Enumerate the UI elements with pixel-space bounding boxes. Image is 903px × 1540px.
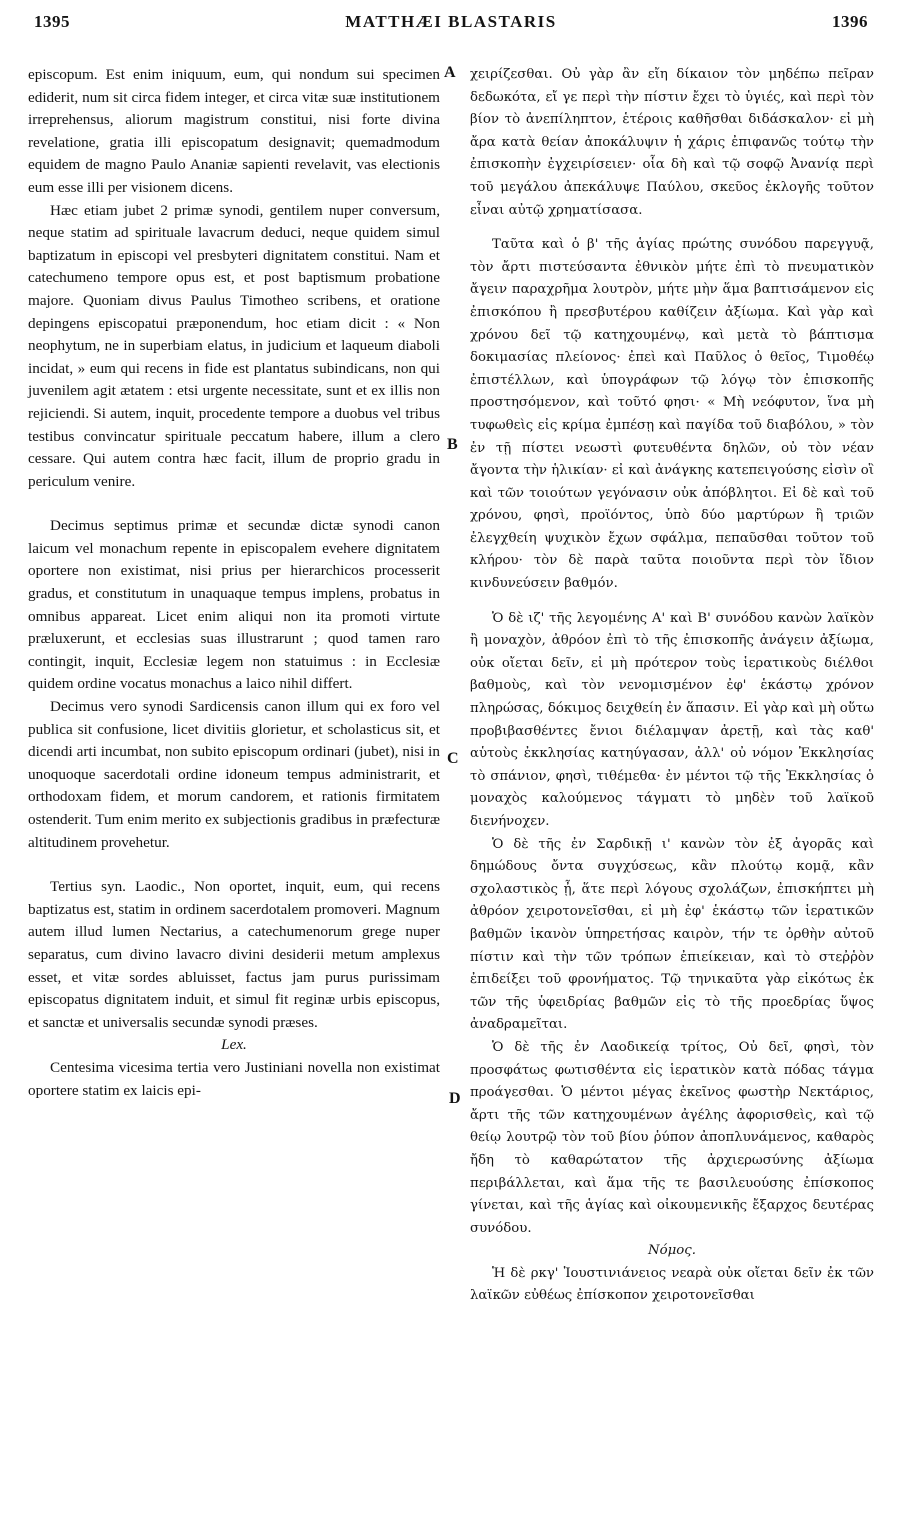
greek-paragraph-6: Ἡ δὲ ρκγ' Ἰουστινιάνειος νεαρὰ οὐκ οἴεται δεῖν ἐκ τῶν λαϊκῶν εὐθέως ἐπίσκοπον χειροτονεῖσθαι [470,1265,874,1304]
greek-heading-nomos: Νόμος. [648,1243,696,1259]
latin-paragraph-6: Centesima vicesima tertia vero Justiniani novella non existimat oportere statim ex laicis epi- [28,1058,440,1099]
margin-marker-d: D [449,1090,461,1107]
page-number-left: 1395 [34,12,70,31]
latin-paragraph-4: Decimus vero synodi Sardicensis canon illum qui ex foro vel publica sit confusione, licet divitiis glorietur, et scholasticus sit, et dicendi arti incumbat, non subito episcopum ordinari (jubet), nisi in unoquoque sacerdotali ordine idoneum tempus administrarit, et orthodoxam fidem, et morum candorem, et rationis firmitatem ostenderit. Tum enim merito ex subjectionis gradibus in præfecturæ altitudinem provehetur. [28,698,440,851]
greek-paragraph-3: Ὁ δὲ ιζ' τῆς λεγομένης Α' καὶ Β' συνόδου κανὼν λαϊκὸν ἢ μοναχὸν, ἀθρόον ἐπὶ τὸ τῆς ἐπισκοπῆς ἀνάγειν ἀξίωμα, οὐκ οἴεται δεῖν, εἰ μὴ πρότερον τοὺς ἱερατικοὺς διέλθοι βαθμοὺς, καὶ τὸν νενομισμένον ἐφ' ἑκάστῳ χρόνον πληρώσας, δόκιμος δειχθείη ἐν ἅπασιν. Εἰ γὰρ καὶ μὴ οὕτω προβιβασθέντες ἔνιοι διέλαμψαν ἀρετῇ, καὶ τὰς καθ' αὑτοὺς ἐκκλησίας κατηύγασαν, ἀλλ' οὐ νόμον Ἐκκλησίας τὸ σπάνιον, φησὶ, τιθέμεθα· ἐν μέντοι τῷ τῆς Ἐκκλησίας ὁ μοναχὸς καλούμενος τάγματι τὸ μηδὲν τοῦ λαϊκοῦ διενήνοχεν. [470,610,874,829]
latin-paragraph-2: Hæc etiam jubet 2 primæ synodi, gentilem nuper conversum, neque statim ad spirituale lavacrum deduci, neque quidem simul baptizatum in episcopi vel presbyteri dignitatem constitui. Nam et catechumeno tempore opus est, et post baptismum probatione majore. Quoniam divus Paulus Timotheo scribens, et oratione depingens episcopatui præponendum, hoc etiam dicit : « Non neophytum, ne in superbiam elatus, in judicium et laqueum diaboli incidat, » eum qui recens in fide est plantatus subindicans, non qui juvenilem agit ætatem : etsi urgente necessitate, sunt et ex illis non rejiciendi. Si autem, inquit, procedente tempore a duobus vel tribus testibus convincatur spirituale peccatum habere, illum a clero cessare. Qui autem contra hæc facit, illum de proprio gradu in periculum venire. [28,201,440,490]
greek-paragraph-4: Ὁ δὲ τῆς ἐν Σαρδικῇ ι' κανὼν τὸν ἐξ ἀγορᾶς καὶ δημώδους ὄντα συγχύσεως, κἂν πλούτῳ κομᾷ, κἂν σχολαστικὸς ᾖ, ἅτε περὶ λόγους σχολάζων, ἐπισκήπτει μὴ ἀθρόον χειροτονεῖσθαι, εἰ μὴ ἐφ' ἑκάστῳ τῶν ἱερατικῶν βαθμῶν ἱκανὸν ὑπηρετήσας καιρὸν, τήν τε ὀρθὴν αὐτοῦ πίστιν καὶ τὴν τῶν τρόπων ἐπιείκειαν, καὶ τὸ στεῤῥὸν ἐπιδείξει τοῦ φρονήματος. Τῷ τηνικαῦτα γὰρ εἰκότως ἐκ τῶν τῆς ὑφειδρίας βαθμῶν εἰς τὸ τῆς προεδρίας ὕψος ἀναδραμεῖται. [470,836,874,1033]
greek-paragraph-1: χειρίζεσθαι. Οὐ γὰρ ἂν εἴη δίκαιον τὸν μηδέπω πεῖραν δεδωκότα, εἴ γε περὶ τὴν πίστιν ἔχει τὸ ὑγιές, καὶ περὶ τὸν βίον τὸ ἀνεπίληπτον, ἑτέροις καθῆσθαι διδάσκαλον· εἰ μὴ ἄρα κατὰ θείαν ἀποκάλυψιν ἡ χάρις ἐπιφανῶς τούτῳ τὴν ἐπισκοπὴν ἐγχειρίσειεν· οἷα δὴ καὶ τῷ σοφῷ Ἀνανίᾳ περὶ τοῦ μεγάλου ἀπεκάλυψε Παύλου, σκεῦος ἐκλογῆς τοῦτον εἶναι αὐτῷ χρηματίσασα. [470,67,874,218]
latin-heading-lex: Lex. [221,1036,247,1054]
margin-marker-a: A [444,64,456,81]
margin-marker-c: C [447,750,459,767]
latin-paragraph-5: Tertius syn. Laodic., Non oportet, inquit, eum, qui recens baptizatus est, statim in ordinem sacerdotalem promoveri. Magnum autem illud lumen Nectarius, a catechumenorum grege nuper separatus, cum divino lavacro divini desiderii metum amplexus esset, et vitæ sordes abluisset, factus jam purus purissimam episcopatus dignitatem induit, et simul fit reginæ urbis episcopus, et sanctæ et universalis secundæ synodi præses. [28,878,440,1031]
running-title: MATTHÆI BLASTARIS [345,12,557,31]
latin-paragraph-3: Decimus septimus primæ et secundæ dictæ synodi canon laicum vel monachum repente in episcopalem evehere dignitatem oportere non existimat, nisi prius per hierarchicos processerit gradus, et constitutum in unaquaque tempus implens, probatus in omnibus appareat. Licet enim aliqui non ita promoti virtute præluxerunt, et ecclesias suas illustrarunt ; quod tamen raro contingit, inquit, Ecclesiæ legem non statuimus : in Ecclesiæ quidem ordine vocatus monachus a laico nihil differt. [28,517,440,693]
greek-paragraph-5: Ὁ δὲ τῆς ἐν Λαοδικείᾳ τρίτος, Οὐ δεῖ, φησὶ, τὸν προσφάτως φωτισθέντα εἰς ἱερατικὸν κατὰ πόδας τάγμα προάγεσθαι. Ὁ μέντοι μέγας ἐκεῖνος φωστὴρ Νεκτάριος, ἄρτι τῆς τῶν κατηχουμένων ἀγέλης ἀφορισθεὶς, καὶ τῷ θείῳ λουτρῷ τὸν τοῦ βίου ῥύπον ἀποπλυνάμενος, καθαρὸς ἤδη τὸ καθαρώτατον τῆς ἀρχιερωσύνης ἀξίωμα περιβάλλεται, καὶ ἅμα τῆς τε βασιλευούσης ἐπίσκοπος γίνεται, καὶ τῆς ἁγίας καὶ οἰκουμενικῆς ἔξαρχος δευτέρας συνόδου. [470,1039,874,1236]
page-number-right: 1396 [832,12,868,31]
latin-paragraph-1: episcopum. Est enim iniquum, eum, qui nondum sui specimen ediderit, num sit circa fidem integer, et circa vitæ suæ institutionem irreprehensus, aliorum magistrum constitui, nisi forte divina revelatione, gratia illi episcopatum designavit; quemadmodum equidem de magno Paulo Ananiæ sapienti revelavit, vas electionis eum esse illi per visionem dicens. [28,66,440,196]
greek-column [470,64,874,1308]
margin-marker-b: B [447,436,458,453]
greek-paragraph-2: Ταῦτα καὶ ὁ β' τῆς ἁγίας πρώτης συνόδου παρεγγυᾷ, τὸν ἄρτι πιστεύσαντα ἐθνικὸν μήτε ἐπὶ τὸ πνευματικὸν ἄγειν παραχρῆμα λουτρὸν, μήτε μὴν ἅμα βαπτισάμενον εἰς ἐπισκόπου ἢ πρεσβυτέρου καθίζειν ἀξίωμα. Καὶ γὰρ καὶ χρόνου δεῖ τῷ κατηχουμένῳ, καὶ μετὰ τὸ βάπτισμα δοκιμασίας πλείονος· ἐπεὶ καὶ Παῦλος ὁ θεῖος, Τιμοθέῳ ἐπιστέλλων, καὶ ὑπογράφων τῷ λόγῳ τὸν ἐπισκοπῆς προστησόμενον, καὶ τοῦτό φησι· « Μὴ νεόφυτον, ἵνα μὴ τυφωθεὶς εἰς κρίμα ἐμπέσῃ καὶ παγίδα τοῦ διαβόλου, » τὸν ἐν τῇ πίστει νεωστὶ φυτευθέντα δηλῶν, οὐ τὸν νέαν ἄγοντα τὴν ἡλικίαν· εἰ καὶ ἀνάγκης κατεπειγούσης εἰσὶν οἳ καὶ τῶν τοιούτων γεγόνασιν οὐκ ἀπόβλητοι. Εἰ δὲ καὶ τοῦ χρόνου, φησὶ, προϊόντος, ὑπὸ δύο μαρτύρων ἢ τριῶν ἐλεγχθείη ψυχικὸν ἔχων σφάλμα, πεπαῦσθαι τοῦτον τοῦ κλήρου· τὸν δὲ παρὰ ταῦτα ποιοῦντα περὶ τὸν ἴδιον κινδυνεύσειν βαθμόν. [470,237,874,592]
running-header [28,4,874,38]
latin-column [28,64,440,1102]
